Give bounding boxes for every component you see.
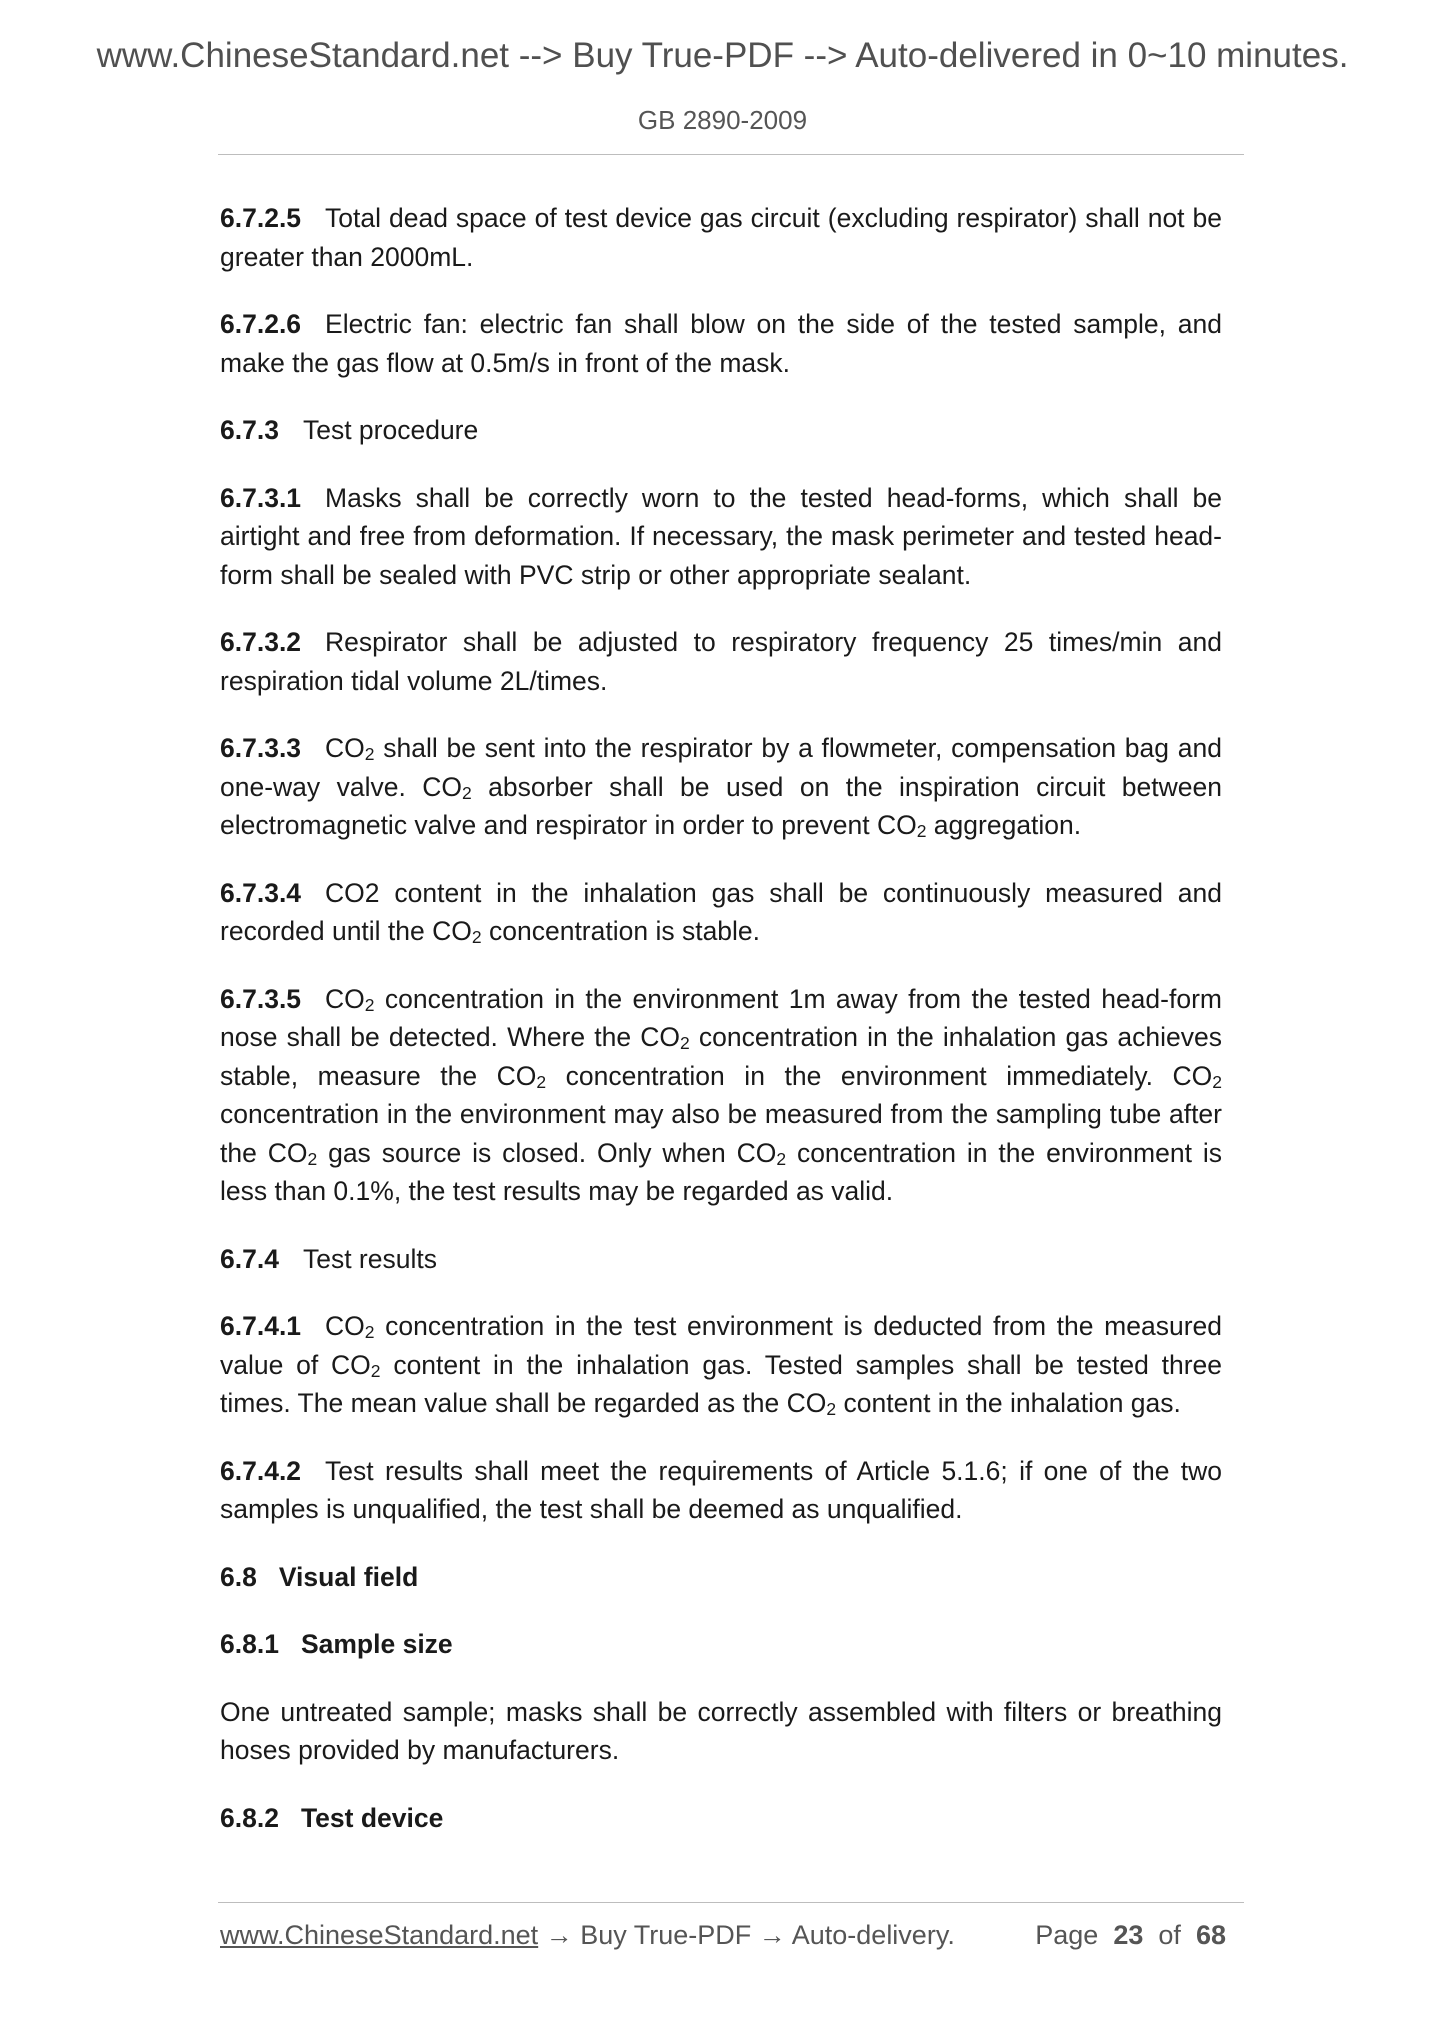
subscript: 2 (364, 1322, 375, 1343)
clause-6-7-3-1 (220, 479, 1222, 595)
clause-text (220, 1693, 1222, 1770)
clause-text-segment: gas source is closed. Only when CO (317, 1137, 777, 1168)
clause-number: 6.7.4.2 (220, 1455, 302, 1486)
clause-text-segment: One untreated sample; masks shall be correctly assembled with filters or breathing hoses provided by manufacturers. (220, 1696, 1222, 1765)
subscript: 2 (307, 1148, 318, 1169)
clause-number: 6.7.3 (220, 415, 279, 445)
clause-text-segment: Test results (302, 1243, 437, 1274)
clause-6-7-3-3 (220, 729, 1222, 845)
clause-6-8 (220, 1558, 1222, 1597)
clause-number: 6.7.4 (220, 1243, 279, 1274)
clause-number: 6.8.2 (220, 1802, 279, 1833)
clause-text-segment: concentration in the test environment is deducted from the measured value of CO (220, 1311, 1222, 1380)
clause-text-segment: Electric fan: electric fan shall blow on the side of the tested sample, and make the gas flow at 0.5m/s in front of the mask. (220, 309, 1222, 378)
clause-text-segment: Masks shall be correctly worn to the tested head-forms, which shall be airtight and free from deformation. If necessary, the mask perimeter and tested head-form shall be sealed with PVC strip or other appropriate sealant. (220, 482, 1222, 590)
footer-left (220, 1920, 955, 1951)
clause-text-segment: concentration in the environment immediately. CO (546, 1060, 1213, 1091)
clause-text-segment: aggregation. (926, 810, 1082, 840)
subscript: 2 (471, 927, 482, 948)
clause-6-7-4-1 (220, 1307, 1222, 1423)
clause-6-7-2-5 (220, 199, 1222, 276)
clause-text-segment: CO (325, 733, 365, 763)
subscript: 2 (916, 821, 927, 842)
clause-text-segment: concentration in the inhalation gas achieves stable, measure the CO (220, 1022, 1222, 1091)
clause-text-segment: Respirator shall be adjusted to respiratory frequency 25 times/min and respiration tidal volume 2L/times. (220, 627, 1222, 696)
clause-text-segment: concentration in the environment is less than 0.1%, the test results may be regarded as valid. (220, 1137, 1222, 1206)
clause-text-segment: CO (325, 983, 365, 1014)
clause-text-segment: content in the inhalation gas. Tested samples shall be tested three times. The mean value shall be regarded as the CO (220, 1349, 1223, 1418)
clause-text-segment: Visual field (278, 1561, 419, 1592)
clause-number: 6.7.3.5 (220, 983, 302, 1014)
clause-text-segment: concentration in the environment may also be measured from the sampling tube after the CO (220, 1099, 1222, 1168)
clause-text-segment: Total dead space of test device gas circuit (excluding respirator) shall not be greater than 2000mL. (220, 203, 1222, 272)
subscript: 2 (364, 744, 375, 765)
clause-text-segment: absorber shall be used on the inspiration circuit between electromagnetic valve and respirator in order to prevent CO (220, 771, 1222, 840)
footer-divider (218, 1902, 1244, 1903)
clause-text-segment: shall be sent into the respirator by a flowmeter, compensation bag and one-way valve. CO (220, 733, 1222, 802)
page-indicator (1035, 1920, 1226, 1951)
standard-number: GB 2890-2009 (637, 105, 808, 135)
subscript: 2 (1212, 1071, 1223, 1092)
subscript: 2 (364, 994, 375, 1015)
subscript: 2 (826, 1399, 837, 1420)
subscript: 2 (680, 1033, 690, 1054)
clause-6-7-4-2 (220, 1452, 1222, 1529)
clause-number: 6.8 (220, 1561, 257, 1592)
clause-text-segment: CO2 content in the inhalation gas shall be continuously measured and recorded until the CO (220, 877, 1222, 946)
page-total: 68 (1195, 1920, 1226, 1950)
clause-6-7-2-6 (220, 305, 1222, 382)
page-current: 23 (1113, 1920, 1144, 1950)
header-divider (218, 154, 1244, 155)
subscript: 2 (461, 782, 472, 803)
clause-number: 6.8.1 (220, 1629, 279, 1659)
of-label: of (1158, 1920, 1181, 1950)
clause-6-7-3-4 (220, 874, 1222, 951)
clause-text-segment: Test device (300, 1802, 444, 1833)
document-body (220, 199, 1222, 1866)
footer-tagline: → Buy True-PDF → Auto-delivery. (538, 1920, 955, 1950)
clause-6-7-3-2 (220, 623, 1222, 700)
clause-6-8-1 (220, 1625, 1222, 1664)
clause-text-segment: CO (325, 1311, 365, 1341)
clause-text-segment: Sample size (300, 1629, 453, 1659)
subscript: 2 (776, 1148, 787, 1169)
clause-number: 6.7.4.1 (220, 1311, 302, 1341)
clause-number: 6.7.3.3 (220, 733, 302, 763)
clause-text-segment: Test results shall meet the requirements of Article 5.1.6; if one of the two samples is unqualified, the test shall be deemed as unqualified. (220, 1455, 1222, 1524)
clause-text-segment: Test procedure (302, 415, 479, 445)
clause-6-7-3-5 (220, 980, 1222, 1211)
clause-6-7-3 (220, 411, 1222, 450)
page-footer (220, 1920, 1226, 1960)
clause-text-segment: concentration in the environment 1m away from the tested head-form nose shall be detected. Where the CO (220, 983, 1222, 1052)
clause-6-8-2 (220, 1799, 1222, 1838)
footer-site-link[interactable]: www.ChineseStandard.net (220, 1920, 539, 1950)
subscript: 2 (536, 1071, 547, 1092)
clause-number: 6.7.2.5 (220, 203, 302, 233)
clause-number: 6.7.3.2 (220, 627, 302, 657)
clause-text-segment: content in the inhalation gas. (836, 1388, 1181, 1418)
clause-text-segment: concentration is stable. (481, 916, 761, 946)
page-label: Page (1035, 1920, 1099, 1950)
subscript: 2 (370, 1360, 381, 1381)
clause-number: 6.7.2.6 (220, 309, 302, 339)
clause-number: 6.7.3.1 (220, 482, 302, 513)
clause-6-7-4 (220, 1240, 1222, 1279)
top-banner: www.ChineseStandard.net --> Buy True-PDF --> Auto-delivered in 0~10 minutes. (96, 36, 1349, 75)
clause-number: 6.7.3.4 (220, 877, 302, 908)
